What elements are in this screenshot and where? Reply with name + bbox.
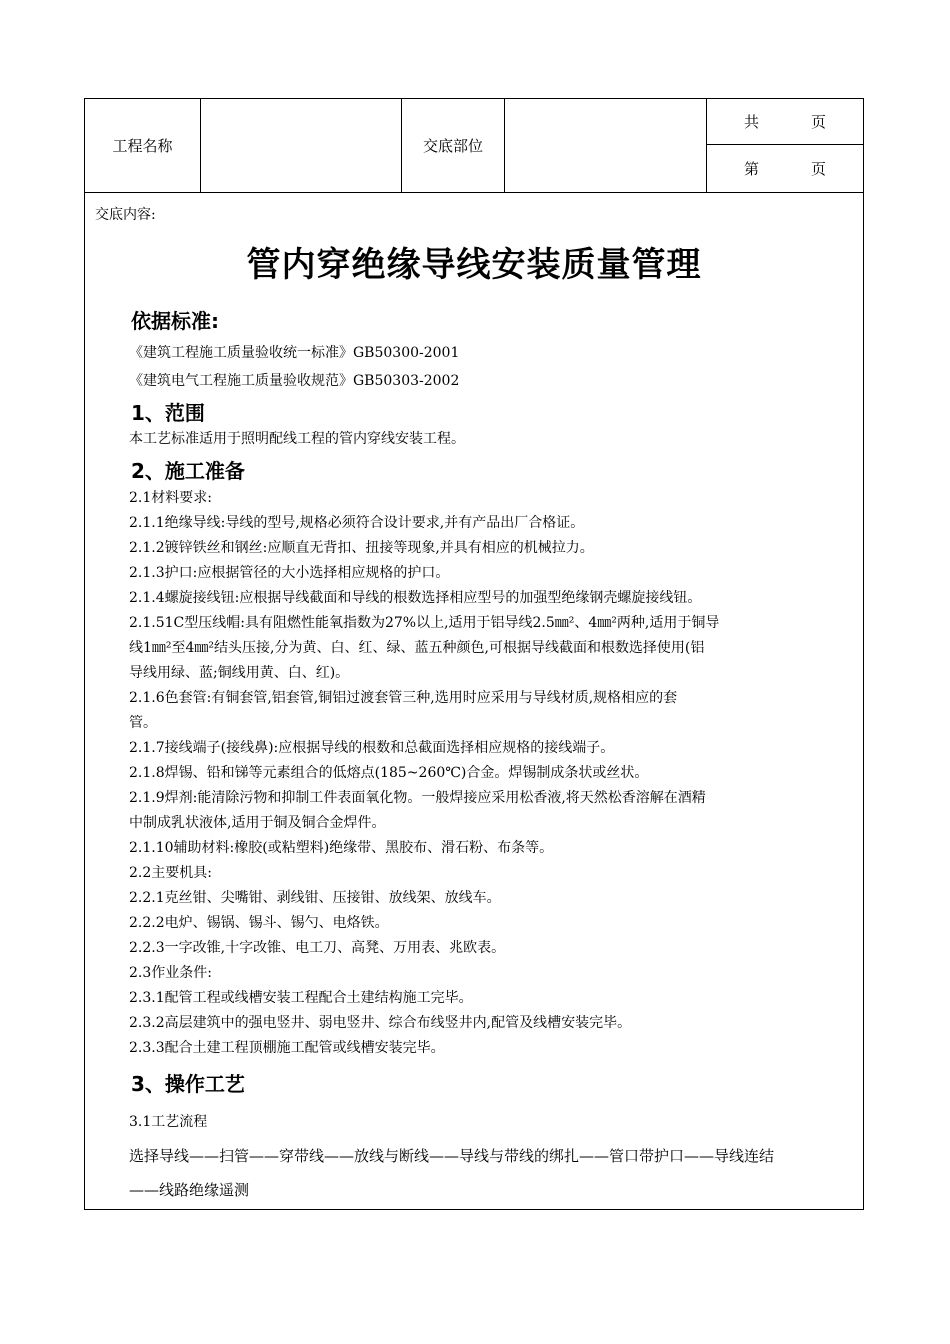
process-flow: ——线路绝缘遥测 — [129, 1181, 250, 1199]
section2-line: 2.3作业条件: — [129, 965, 212, 981]
section2-line: 2.1.6色套管:有铜套管,铝套管,铜铝过渡套管三种,选用时应采用与导线材质,规格相应的套 — [129, 690, 678, 706]
section2-line: 中制成乳状液体,适用于铜及铜合金焊件。 — [129, 815, 386, 831]
section2-line: 导线用绿、蓝;铜线用黄、白、红)。 — [129, 665, 350, 681]
section2-heading: 2、施工准备 — [131, 459, 245, 483]
section1-text: 本工艺标准适用于照明配线工程的管内穿线安装工程。 — [129, 431, 465, 447]
section2-line: 2.1.2镀锌铁丝和钢丝:应顺直无背扣、扭接等现象,并具有相应的机械拉力。 — [129, 540, 594, 556]
standards-heading: 依据标准: — [131, 309, 219, 333]
section2-line: 2.3.3配合土建工程顶棚施工配管或线槽安装完毕。 — [129, 1040, 445, 1056]
current-label: 第 — [744, 159, 760, 178]
section1-heading: 1、范围 — [131, 401, 205, 425]
process-flow: 选择导线——扫管——穿带线——放线与断线——导线与带线的绑扎——管口带护口——导线连结 — [129, 1147, 775, 1165]
project-name-label: 工程名称 — [85, 99, 201, 192]
section2-line: 2.1.8焊锡、铅和锑等元素组合的低熔点(185~260℃)合金。焊锡制成条状或丝状。 — [129, 765, 649, 781]
location-label: 交底部位 — [402, 99, 505, 192]
project-name-value[interactable] — [201, 99, 402, 192]
location-value[interactable] — [505, 99, 707, 192]
section2-line: 2.1.1绝缘导线:导线的型号,规格必须符合设计要求,并有产品出厂合格证。 — [129, 515, 585, 531]
section2-line: 2.2.3一字改锥,十字改锥、电工刀、高凳、万用表、兆欧表。 — [129, 940, 506, 956]
section2-line: 2.1.4螺旋接线钮:应根据导线截面和导线的根数选择相应型号的加强型绝缘钢壳螺旋接线钮。 — [129, 590, 702, 606]
section2-line: 2.3.2高层建筑中的强电竖井、弱电竖井、综合布线竖井内,配管及线槽安装完毕。 — [129, 1015, 632, 1031]
section2-line: 2.3.1配管工程或线槽安装工程配合土建结构施工完毕。 — [129, 990, 473, 1006]
disclosure-form — [84, 98, 864, 1210]
total-pages — [707, 99, 863, 145]
section2-line: 2.1.9焊剂:能清除污物和抑制工件表面氧化物。一般焊接应采用松香液,将天然松香溶解在酒精 — [129, 790, 706, 806]
section2-line: 2.2.1克丝钳、尖嘴钳、剥线钳、压接钳、放线架、放线车。 — [129, 890, 501, 906]
section2-line: 2.1.10辅助材料:橡胶(或粘塑料)绝缘带、黑胶布、滑石粉、布条等。 — [129, 840, 554, 856]
section2-line: 2.2主要机具: — [129, 865, 212, 881]
section3-subheading: 3.1工艺流程 — [129, 1114, 208, 1130]
standard-item: 《建筑电气工程施工质量验收规范》GB50303-2002 — [129, 373, 460, 389]
section2-line: 2.1材料要求: — [129, 490, 212, 506]
standard-item: 《建筑工程施工质量验收统一标准》GB50300-2001 — [129, 345, 460, 361]
document-title: 管内穿绝缘导线安装质量管理 — [246, 245, 702, 285]
section2-line: 2.2.2电炉、锡锅、锡斗、锡勺、电烙铁。 — [129, 915, 389, 931]
current-unit: 页 — [811, 159, 827, 178]
total-unit: 页 — [811, 113, 827, 131]
section2-line: 2.1.3护口:应根据管径的大小选择相应规格的护口。 — [129, 565, 450, 581]
section2-line: 管。 — [129, 715, 157, 731]
section2-line: 2.1.7接线端子(接线鼻):应根据导线的根数和总截面选择相应规格的接线端子。 — [129, 740, 615, 756]
form-header — [85, 99, 863, 193]
section3-heading: 3、操作工艺 — [131, 1072, 245, 1096]
total-label: 共 — [744, 113, 760, 131]
content-label: 交底内容: — [95, 207, 156, 223]
section2-line: 2.1.51C型压线帽:具有阻燃性能氧指数为27%以上,适用于铝导线2.5㎜²、4㎜²两种,适用于铜导 — [129, 615, 720, 631]
current-page — [707, 145, 863, 191]
section2-line: 线1㎜²至4㎜²结头压接,分为黄、白、红、绿、蓝五种颜色,可根据导线截面和根数选择使用(铝 — [129, 640, 705, 656]
